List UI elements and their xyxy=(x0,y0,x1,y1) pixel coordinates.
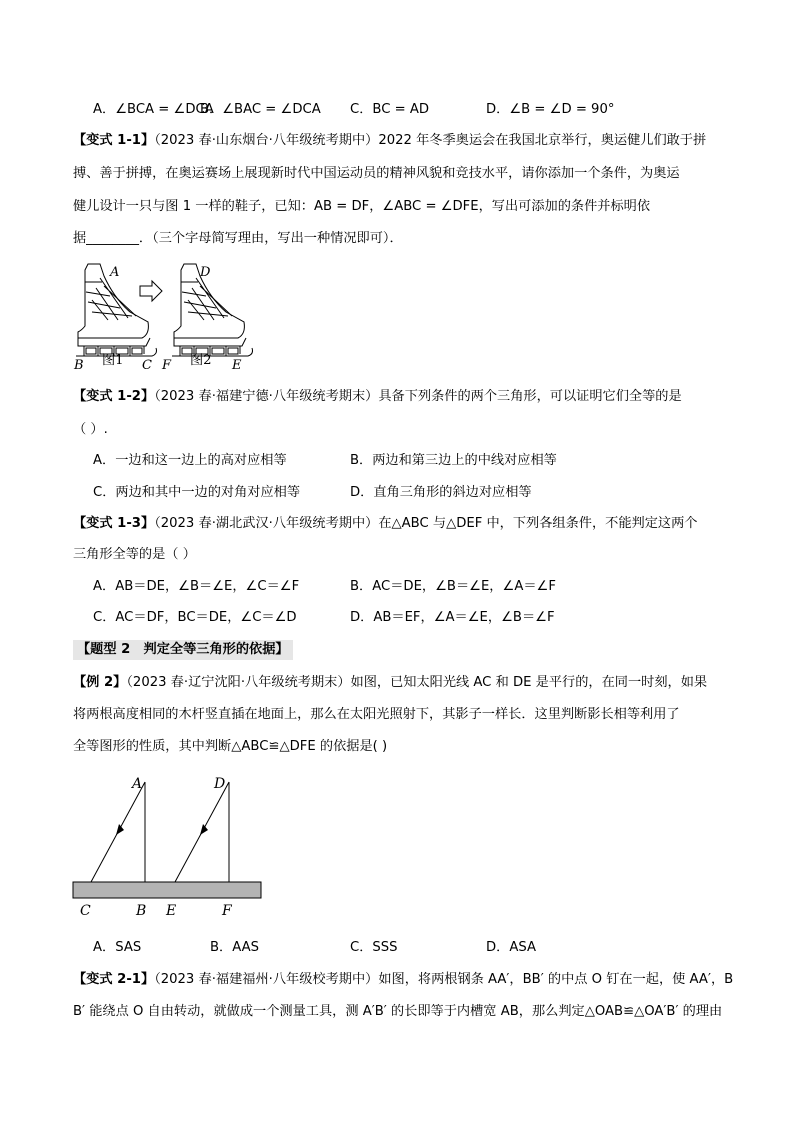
ex2-tag: 【例 2】 xyxy=(73,675,127,690)
ex2-line-2: 将两根高度相同的木杆竖直插在地面上，那么在太阳光照射下，其影子一样长．这里判断影长相等利用了 xyxy=(73,707,680,722)
fig1-caption: 图1 xyxy=(102,353,124,368)
fig1-label-c: C xyxy=(142,358,152,370)
v13-line-2: 三角形全等的是（ ） xyxy=(73,547,196,562)
v11-text-1: （2023 春·山东烟台·八年级统考期中）2022 年冬季奥运会在我国北京举行，奥运健儿们敢于拼 xyxy=(154,133,707,148)
q1-option-a: A．∠BCA = ∠DCA xyxy=(93,102,214,117)
v12-option-b: B．两边和第三边上的中线对应相等 xyxy=(350,453,557,468)
fig2-label-f: F xyxy=(162,358,172,370)
v13-option-b: B．AC＝DE，∠B＝∠E，∠A＝∠F xyxy=(350,579,556,594)
v21-line-2: B′ 能绕点 O 自由转动，就做成一个测量工具，测 A′B′ 的长即等于内槽宽 AB，那么判定△OAB≌△OA′B′ 的理由 xyxy=(73,1004,723,1019)
v13-option-d: D．AB＝EF，∠A＝∠E，∠B＝∠F xyxy=(350,610,555,625)
v13-line-1 xyxy=(73,515,698,533)
v11-line-3: 健儿设计一只与图 1 一样的鞋子，已知：AB = DF，∠ABC = ∠DFE，写出可添加的条件并标明依 xyxy=(73,199,651,214)
section-heading-2: 【题型 2 判定全等三角形的依据】 xyxy=(73,640,293,660)
v21-line-1 xyxy=(73,971,733,989)
v13-text-1: （2023 春·湖北武汉·八年级统考期中）在△ABC 与△DEF 中，下列各组条件，不能判定这两个 xyxy=(154,516,698,531)
v12-option-a: A．一边和这一边上的高对应相等 xyxy=(93,453,287,468)
ray-ac-arrow-icon xyxy=(116,824,124,835)
label-e: E xyxy=(166,903,177,919)
arrow-icon xyxy=(140,281,162,301)
fig1-label-a: A xyxy=(110,265,120,280)
v11-line-2: 搏、善于拼搏，在奥运赛场上展现新时代中国运动员的精神风貌和竞技水平，请你添加一个条件，为奥运 xyxy=(73,166,680,181)
ex2-line-3: 全等图形的性质，其中判断△ABC≌△DFE 的依据是( ) xyxy=(73,739,388,754)
v13-tag: 【变式 1-3】 xyxy=(73,516,155,531)
ground xyxy=(73,882,261,898)
ex2-option-c: C．SSS xyxy=(350,940,398,955)
label-d: D xyxy=(214,776,226,792)
v11-line-4: 据________．（三个字母简写理由，写出一种情况即可）． xyxy=(73,231,403,246)
skate-figure xyxy=(70,258,260,370)
ray-de-arrow-icon xyxy=(200,824,208,835)
ex2-line-1 xyxy=(73,674,707,692)
ex2-option-b: B．AAS xyxy=(210,940,260,955)
fig2-label-e: E xyxy=(232,358,242,370)
fig2-label-d: D xyxy=(200,265,211,280)
v12-tag: 【变式 1-2】 xyxy=(73,389,155,404)
label-b: B xyxy=(136,903,147,919)
v12-option-d: D．直角三角形的斜边对应相等 xyxy=(350,485,532,500)
v11-line-1 xyxy=(73,132,706,150)
fig1-label-b: B xyxy=(74,358,84,370)
v13-option-c: C．AC＝DF，BC＝DE，∠C＝∠D xyxy=(93,610,297,625)
v11-tag: 【变式 1-1】 xyxy=(73,133,155,148)
skate-2 xyxy=(172,264,253,356)
label-a: A xyxy=(132,776,143,792)
label-f: F xyxy=(222,903,232,919)
q1-option-b: B．∠BAC = ∠DCA xyxy=(200,102,321,117)
v21-tag: 【变式 2-1】 xyxy=(73,972,155,987)
q1-option-d: D．∠B = ∠D = 90° xyxy=(486,102,615,117)
label-c: C xyxy=(80,903,91,919)
fig2-caption: 图2 xyxy=(190,353,212,368)
v12-option-c: C．两边和其中一边的对角对应相等 xyxy=(93,485,301,500)
v13-option-a: A．AB＝DE，∠B＝∠E，∠C＝∠F xyxy=(93,579,300,594)
v21-text-1: （2023 春·福建福州·八年级校考期中）如图，将两根钢条 AA′，BB′ 的中点 O 钉在一起，使 AA′，B xyxy=(154,972,734,987)
ex2-option-d: D．ASA xyxy=(486,940,537,955)
q1-option-c: C．BC = AD xyxy=(350,102,430,117)
ex2-text-1: （2023 春·辽宁沈阳·八年级统考期末）如图，已知太阳光线 AC 和 DE 是平行的，在同一时刻，如果 xyxy=(126,675,708,690)
v12-line-2: （ ）. xyxy=(73,422,108,437)
ex2-option-a: A．SAS xyxy=(93,940,142,955)
v12-line-1 xyxy=(73,388,682,406)
v12-text-1: （2023 春·福建宁德·八年级统考期末）具备下列条件的两个三角形，可以证明它们全等的是 xyxy=(154,389,682,404)
shadow-figure xyxy=(66,768,272,920)
